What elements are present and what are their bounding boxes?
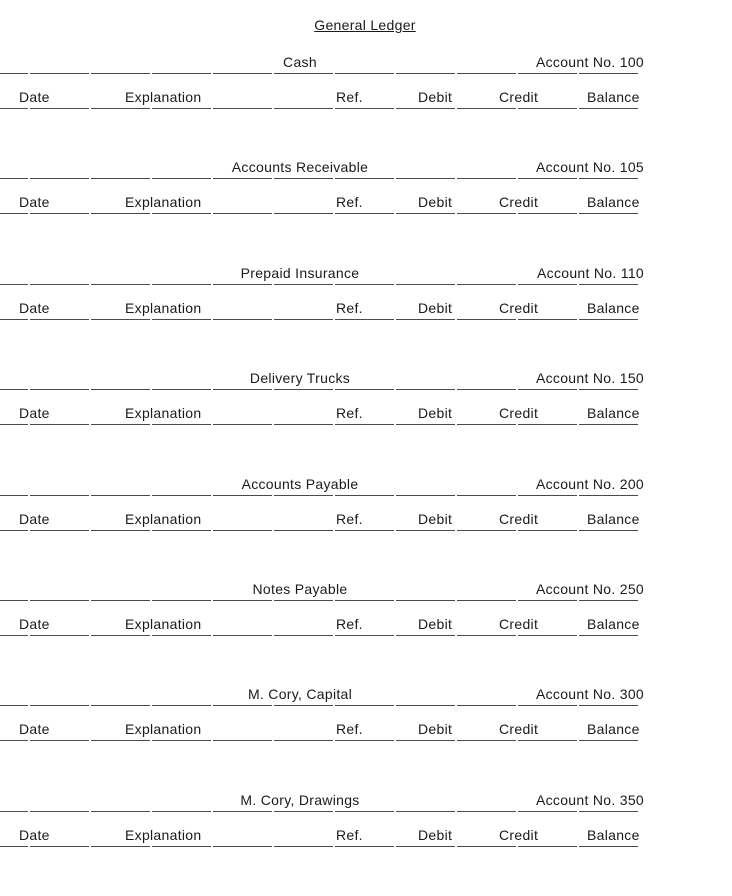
header-top-rule [0,705,640,706]
account-number: Account No. 110 [537,265,644,281]
column-header-date: Date [19,827,50,843]
column-header-ref: Ref. [336,194,363,210]
column-header-ref: Ref. [336,827,363,843]
account-number: Account No. 200 [535,476,644,492]
column-header-explanation: Explanation [125,721,202,737]
column-header-credit: Credit [499,511,539,527]
column-header-date: Date [19,300,50,316]
column-header-date: Date [19,194,50,210]
column-header-balance: Balance [587,194,640,210]
column-header-ref: Ref. [336,511,363,527]
account-name: Notes Payable [252,581,348,597]
column-header-explanation: Explanation [125,511,202,527]
account-name: M. Cory, Capital [247,686,353,702]
header-bottom-rule [0,740,640,741]
account-number: Account No. 150 [535,370,644,386]
account-number: Account No. 350 [535,792,644,808]
column-header-credit: Credit [499,721,539,737]
column-header-debit: Debit [418,721,453,737]
column-header-credit: Credit [499,194,539,210]
account-block [0,476,660,556]
header-top-rule [0,600,640,601]
account-block [0,265,660,345]
header-top-rule [0,389,640,390]
column-header-date: Date [19,405,50,421]
column-header-ref: Ref. [336,89,363,105]
column-header-explanation: Explanation [125,405,202,421]
column-header-balance: Balance [587,405,640,421]
header-top-rule [0,73,640,74]
column-header-debit: Debit [418,405,453,421]
column-header-debit: Debit [418,194,453,210]
account-block [0,370,660,450]
column-header-balance: Balance [587,511,640,527]
column-header-balance: Balance [587,89,640,105]
header-top-rule [0,284,640,285]
header-bottom-rule [0,846,640,847]
column-header-credit: Credit [499,300,539,316]
account-block [0,581,660,661]
header-top-rule [0,178,640,179]
header-top-rule [0,811,640,812]
column-header-debit: Debit [418,300,453,316]
account-block [0,54,660,134]
column-header-date: Date [19,721,50,737]
column-header-balance: Balance [587,300,640,316]
header-bottom-rule [0,635,640,636]
column-header-credit: Credit [499,616,539,632]
column-header-credit: Credit [499,405,539,421]
column-header-balance: Balance [587,827,640,843]
account-number: Account No. 250 [535,581,644,597]
account-name: Accounts Receivable [231,159,369,175]
column-header-debit: Debit [418,616,453,632]
column-header-explanation: Explanation [125,300,202,316]
ledger-title: General Ledger [314,17,416,33]
account-block [0,159,660,239]
account-number: Account No. 100 [535,54,644,70]
column-header-date: Date [19,89,50,105]
account-name: Delivery Trucks [249,370,351,386]
account-number: Account No. 105 [535,159,644,175]
column-header-debit: Debit [418,89,453,105]
column-header-ref: Ref. [336,300,363,316]
account-number: Account No. 300 [535,686,644,702]
column-header-date: Date [19,511,50,527]
header-bottom-rule [0,530,640,531]
column-header-explanation: Explanation [125,89,202,105]
header-bottom-rule [0,108,640,109]
account-name: Cash [283,54,317,70]
account-name: M. Cory, Drawings [240,792,360,808]
header-top-rule [0,495,640,496]
header-bottom-rule [0,424,640,425]
column-header-explanation: Explanation [125,827,202,843]
account-name: Prepaid Insurance [240,265,360,281]
column-header-explanation: Explanation [125,616,202,632]
header-bottom-rule [0,213,640,214]
column-header-credit: Credit [499,827,539,843]
account-block [0,792,660,872]
column-header-ref: Ref. [336,721,363,737]
column-header-balance: Balance [587,721,640,737]
column-header-ref: Ref. [336,616,363,632]
header-bottom-rule [0,319,640,320]
column-header-debit: Debit [418,827,453,843]
column-header-balance: Balance [587,616,640,632]
account-name: Accounts Payable [241,476,359,492]
column-header-date: Date [19,616,50,632]
column-header-ref: Ref. [336,405,363,421]
account-block [0,686,660,766]
column-header-explanation: Explanation [125,194,202,210]
column-header-debit: Debit [418,511,453,527]
column-header-credit: Credit [499,89,539,105]
